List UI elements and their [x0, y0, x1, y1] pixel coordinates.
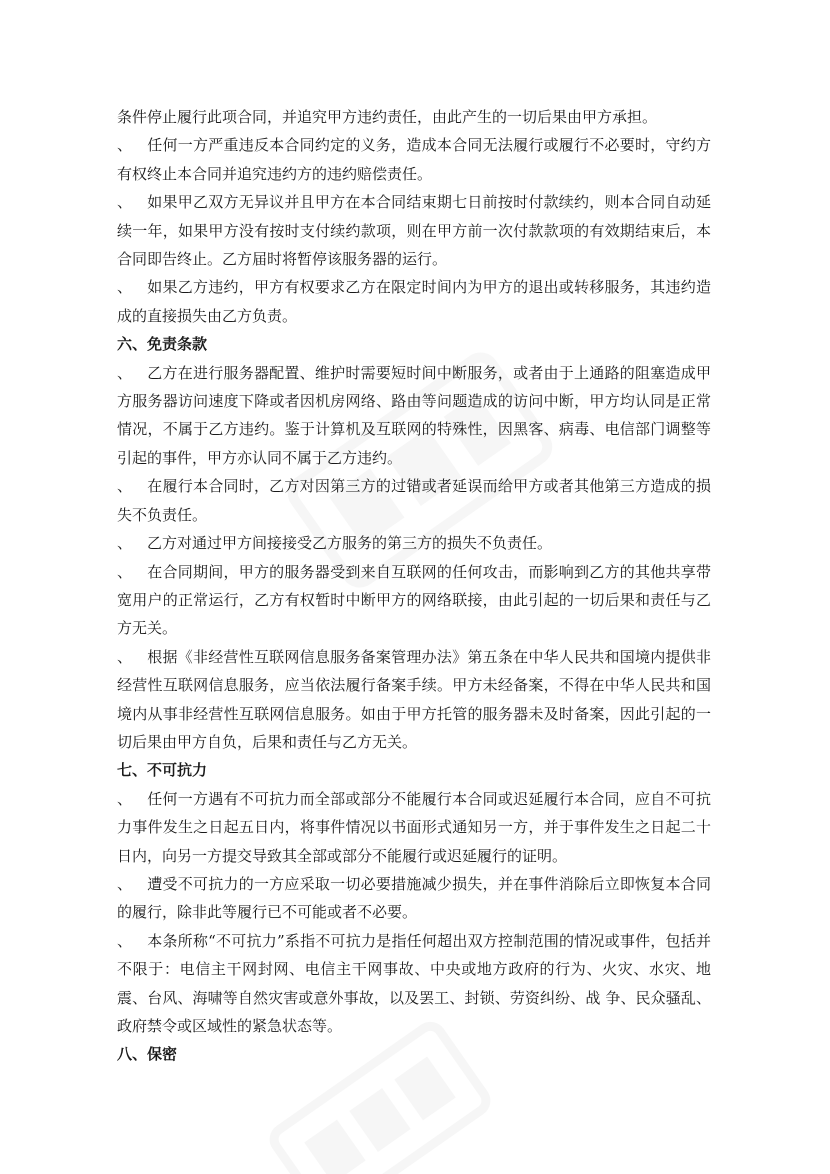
clause-number: 、: [117, 534, 133, 553]
clause-paragraph: [117, 529, 711, 557]
clause-text: 本条所称“不可抗力”系指不可抗力是指任何超出双方控制范围的情况或事件，包括并不限于：电信主干网封网、电信主干网事故、中央或地方政府的行为、火灾、水灾、地震、台风、海啸等自然灾害或意外事故，以及罢工、封锁、劳资纠纷、战 争、民众骚乱、政府禁令或区域性的紧急状态等。: [117, 931, 711, 1035]
clause-number: 、: [117, 874, 133, 893]
clause-paragraph: [117, 927, 711, 1041]
clause-paragraph: [117, 643, 711, 757]
section-heading: 六、免责条款: [117, 335, 208, 354]
clause-number: 、: [117, 477, 133, 496]
clause-number: 、: [117, 647, 133, 666]
clause-text: 在合同期间，甲方的服务器受到来自互联网的任何攻击，而影响到乙方的其他共享带宽用户的正常运行，乙方有权暂时中断甲方的网络联接，由此引起的一切后果和责任与乙方无关。: [117, 562, 711, 638]
clause-text: 任何一方严重违反本合同约定的义务，造成本合同无法履行或履行不必要时，守约方有权终止本合同并追究违约方的违约赔偿责任。: [117, 136, 711, 183]
clause-text: 乙方对通过甲方间接接受乙方服务的第三方的损失不负责任。: [147, 534, 553, 553]
clause-text: 遭受不可抗力的一方应采取一切必要措施减少损失，并在事件消除后立即恢复本合同的履行，除非此等履行已不可能或者不必要。: [117, 874, 711, 922]
clause-number: 、: [117, 931, 133, 950]
clause-paragraph: [117, 785, 711, 870]
clause-text: 如果乙方违约，甲方有权要求乙方在限定时间内为甲方的退出或转移服务，其违约造成的直接损失由乙方负责。: [117, 278, 711, 325]
clause-number: 、: [117, 193, 133, 212]
section-heading: 七、不可抗力: [117, 761, 208, 780]
clause-paragraph: [117, 103, 711, 131]
clause-paragraph: [117, 558, 711, 643]
clause-number: 、: [117, 363, 133, 382]
clause-paragraph: [117, 131, 711, 188]
clause-text: 如果甲乙双方无异议并且甲方在本合同结束期七日前按时付款续约，则本合同自动延续一年，如果甲方没有按时支付续约款项，则在甲方前一次付款款项的有效期结束后，本合同即告终止。乙方届时将暂停该服务器的运行。: [117, 193, 711, 269]
clause-paragraph: [117, 359, 711, 473]
clause-number: 、: [117, 136, 133, 155]
clause-text: 任何一方遇有不可抗力而全部或部分不能履行本合同或迟延履行本合同，应自不可抗力事件发生之日起五日内，将事件情况以书面形式通知另一方，并于事件发生之日起二十日内，向另一方提交导致其全部或部分不能履行或迟延履行的证明。: [117, 789, 711, 865]
clause-number: 、: [117, 278, 133, 297]
clause-text: 乙方在进行服务器配置、维护时需要短时间中断服务，或者由于上通路的阻塞造成甲方服务器访问速度下降或者因机房网络、路由等问题造成的访问中断，甲方均认同是正常情况，不属于乙方违约。鉴于计算机及互联网的特殊性，因黑客、病毒、电信部门调整等引起的事件，甲方亦认同不属于乙方违约。: [117, 363, 711, 467]
clause-paragraph: [117, 472, 711, 529]
clause-paragraph: [117, 870, 711, 927]
clause-number: 、: [117, 789, 133, 808]
document-body: [117, 103, 711, 1069]
clause-text: 在履行本合同时，乙方对因第三方的过错或者延误而给甲方或者其他第三方造成的损失不负责任。: [117, 477, 711, 524]
clause-number: 、: [117, 562, 133, 581]
clause-paragraph: [117, 273, 711, 330]
clause-text: 根据《非经营性互联网信息服务备案管理办法》第五条在中华人民共和国境内提供非经营性互联网信息服务，应当依法履行备案手续。甲方未经备案，不得在中华人民共和国境内从事非经营性互联网信息服务。如由于甲方托管的服务器未及时备案，因此引起的一切后果由甲方自负，后果和责任与乙方无关。: [117, 647, 711, 751]
clause-paragraph: [117, 188, 711, 273]
clause-text: 条件停止履行此项合同，并追究甲方违约责任，由此产生的一切后果由甲方承担。: [117, 108, 658, 126]
section-heading: 八、保密: [117, 1045, 178, 1064]
